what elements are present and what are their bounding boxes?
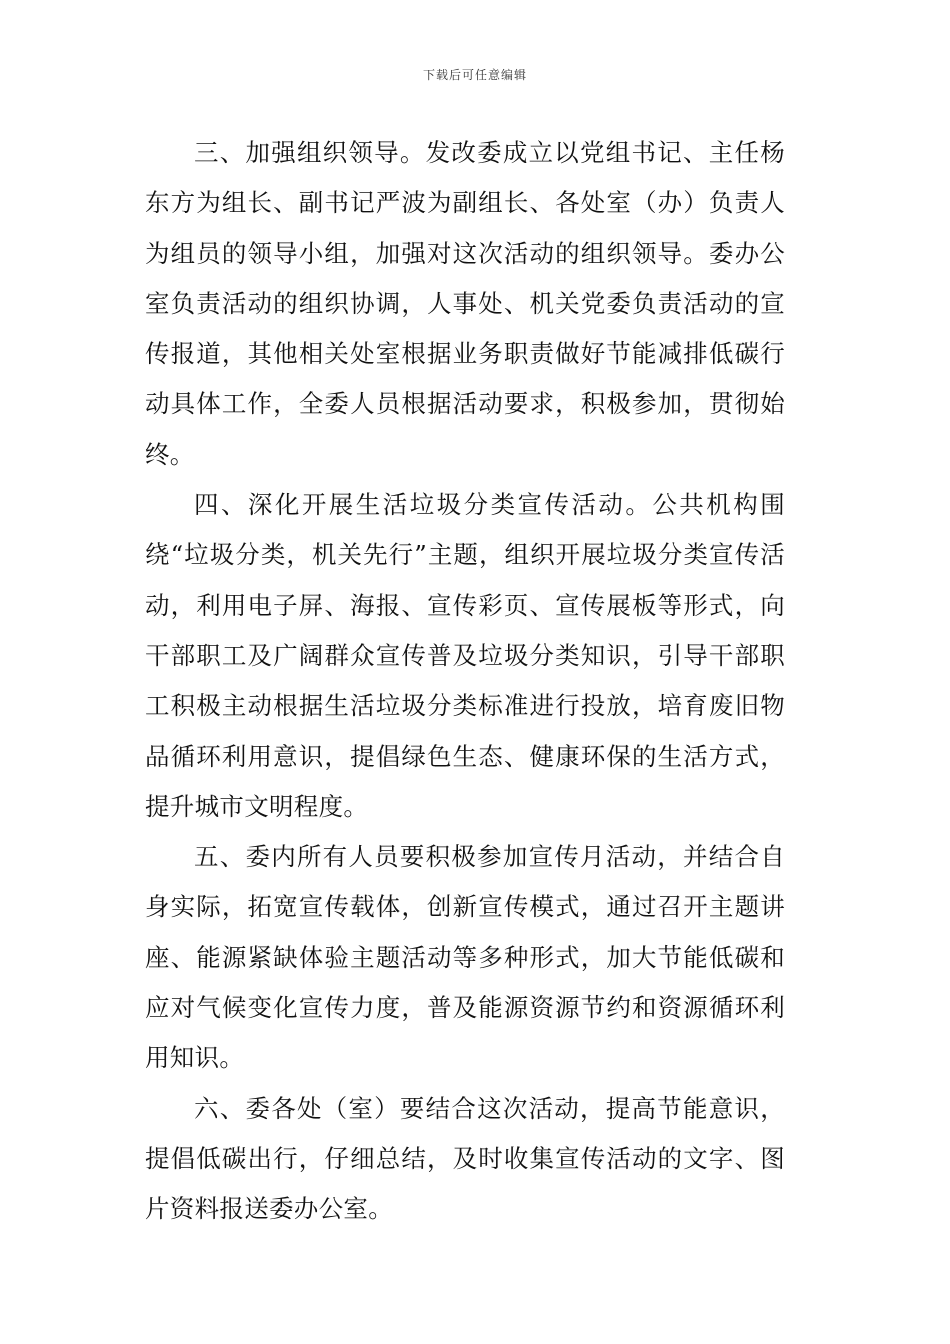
paragraph-5: 五、委内所有人员要积极参加宣传月活动，并结合自身实际，拓宽宣传载体，创新宣传模式，通过召开主题讲座、能源紧缺体验主题活动等多种形式，加大节能低碳和应对气候变化宣传力度，普及能源资源节约和资源循环利用知识。	[145, 842, 785, 1073]
page-header: 下载后可任意编辑	[422, 68, 527, 82]
paragraph-6: 六、委各处（室）要结合这次活动，提高节能意识，提倡低碳出行，仔细总结，及时收集宣传活动的文字、图片资料报送委办公室。	[145, 1093, 785, 1224]
paragraph-3: 三、加强组织领导。发改委成立以党组书记、主任杨东方为组长、副书记严波为副组长、各处室（办）负责人为组员的领导小组，加强对这次活动的组织领导。委办公室负责活动的组织协调，人事处、机关党委负责活动的宣传报道，其他相关处室根据业务职责做好节能减排低碳行动具体工作，全委人员根据活动要求，积极参加，贯彻始终。	[145, 138, 785, 469]
document-body	[145, 128, 785, 1235]
paragraph-4: 四、深化开展生活垃圾分类宣传活动。公共机构围绕“垃圾分类，机关先行”主题，组织开展垃圾分类宣传活动，利用电子屏、海报、宣传彩页、宣传展板等形式，向干部职工及广阔群众宣传普及垃圾分类知识，引导干部职工积极主动根据生活垃圾分类标准进行投放，培育废旧物品循环利用意识，提倡绿色生态、健康环保的生活方式，提升城市文明程度。	[145, 490, 785, 821]
